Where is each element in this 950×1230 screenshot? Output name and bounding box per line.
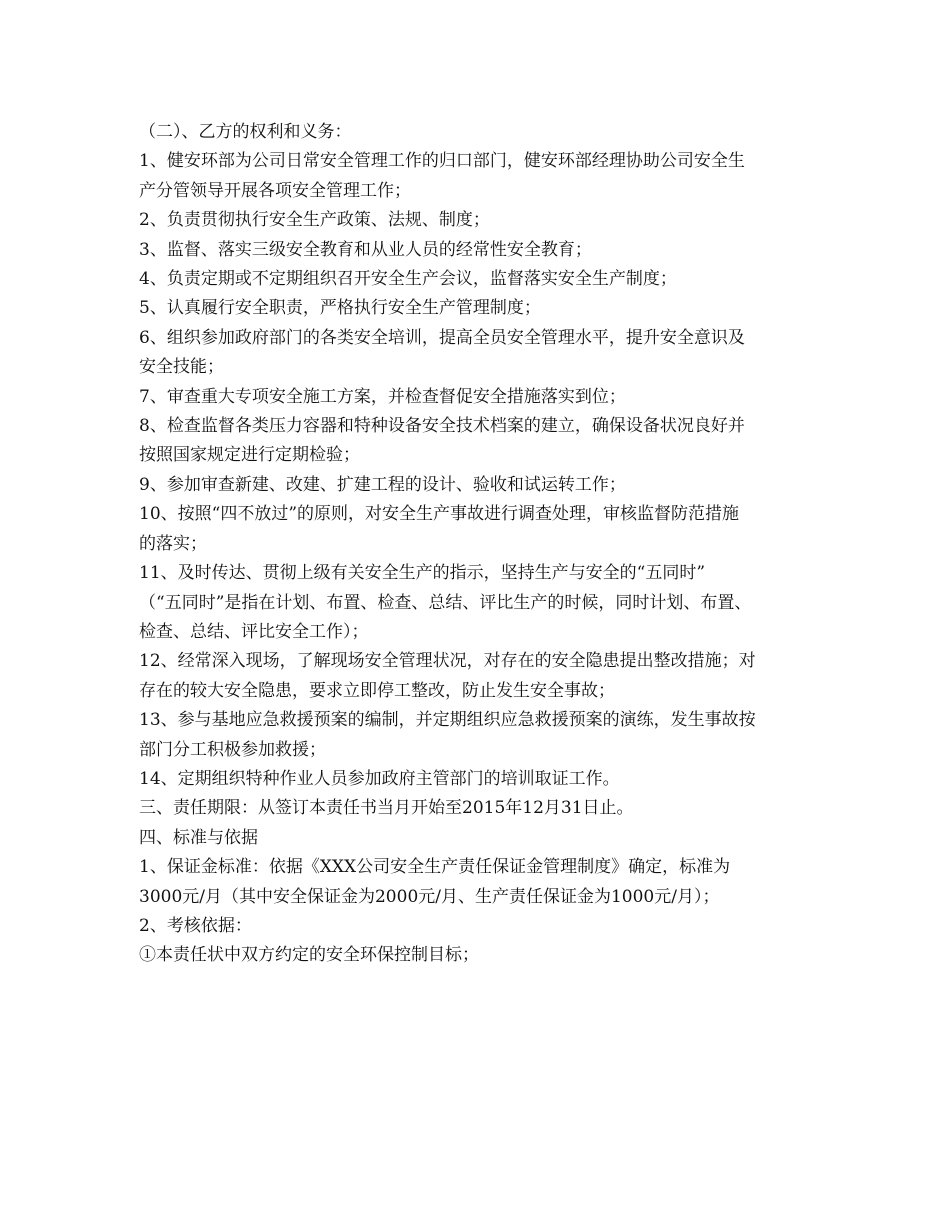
text-line: 检查、总结、评比安全工作）； [139,621,369,642]
section-heading-term: 三、责任期限：从签订本责任书当月开始至2015年12月31日止。 [139,798,634,819]
document-body [139,118,829,971]
text-line: 存在的较大安全隐患，要求立即停工整改，防止发生安全事故； [139,680,615,701]
text-line: 9、参加审查新建、改建、扩建工程的设计、验收和试运转工作； [139,474,626,495]
text-line: ①本责任状中双方约定的安全环保控制目标； [139,945,479,966]
text-line: 产分管领导开展各项安全管理工作； [139,180,411,201]
text-line: 14、定期组织特种作业人员参加政府主管部门的培训取证工作。 [139,768,620,789]
text-line: 4、负责定期或不定期组织召开安全生产会议，监督落实安全生产制度； [139,269,677,290]
text-line: （“五同时”是指在计划、布置、检查、总结、评比生产的时候，同时计划、布置、 [139,592,752,613]
text-line: 6、组织参加政府部门的各类安全培训，提高全员安全管理水平，提升安全意识及 [139,327,745,348]
text-line: 1、健安环部为公司日常安全管理工作的归口部门，健安环部经理协助公司安全生 [139,151,745,172]
text-line: 13、参与基地应急救援预案的编制，并定期组织应急救援预案的演练，发生事故按 [139,710,756,731]
section-heading-standards: 四、标准与依据 [139,827,258,848]
text-line: 3、监督、落实三级安全教育和从业人员的经常性安全教育； [139,239,592,260]
text-line: 部门分工积极参加救援； [139,739,326,760]
text-line: 安全技能； [139,357,224,378]
text-line: 按照国家规定进行定期检验； [139,445,360,466]
text-line: 5、认真履行安全职责，严格执行安全生产管理制度； [139,298,541,319]
text-line: 8、检查监督各类压力容器和特种设备安全技术档案的建立，确保设备状况良好并 [139,416,745,437]
text-line: 10、按照“四不放过”的原则，对安全生产事故进行调查处理，审核监督防范措施 [139,504,740,525]
text-line: 2、考核依据： [139,915,252,936]
text-line: 的落实； [139,533,207,554]
text-line: 7、审查重大专项安全施工方案，并检查督促安全措施落实到位； [139,386,626,407]
text-line: 2、负责贯彻执行安全生产政策、法规、制度； [139,210,490,231]
text-line: 12、经常深入现场，了解现场安全管理状况，对存在的安全隐患提出整改措施；对 [139,651,756,672]
text-line: 11、及时传达、贯彻上级有关安全生产的指示，坚持生产与安全的“五同时” [139,563,706,584]
text-line: 3000元/月（其中安全保证金为2000元/月、生产责任保证金为1000元/月）； [139,886,720,907]
text-line: 1、保证金标准：依据《XXX公司安全生产责任保证金管理制度》确定，标准为 [139,857,731,878]
section-heading-party-b: （二）、乙方的权利和义务： [139,122,352,142]
